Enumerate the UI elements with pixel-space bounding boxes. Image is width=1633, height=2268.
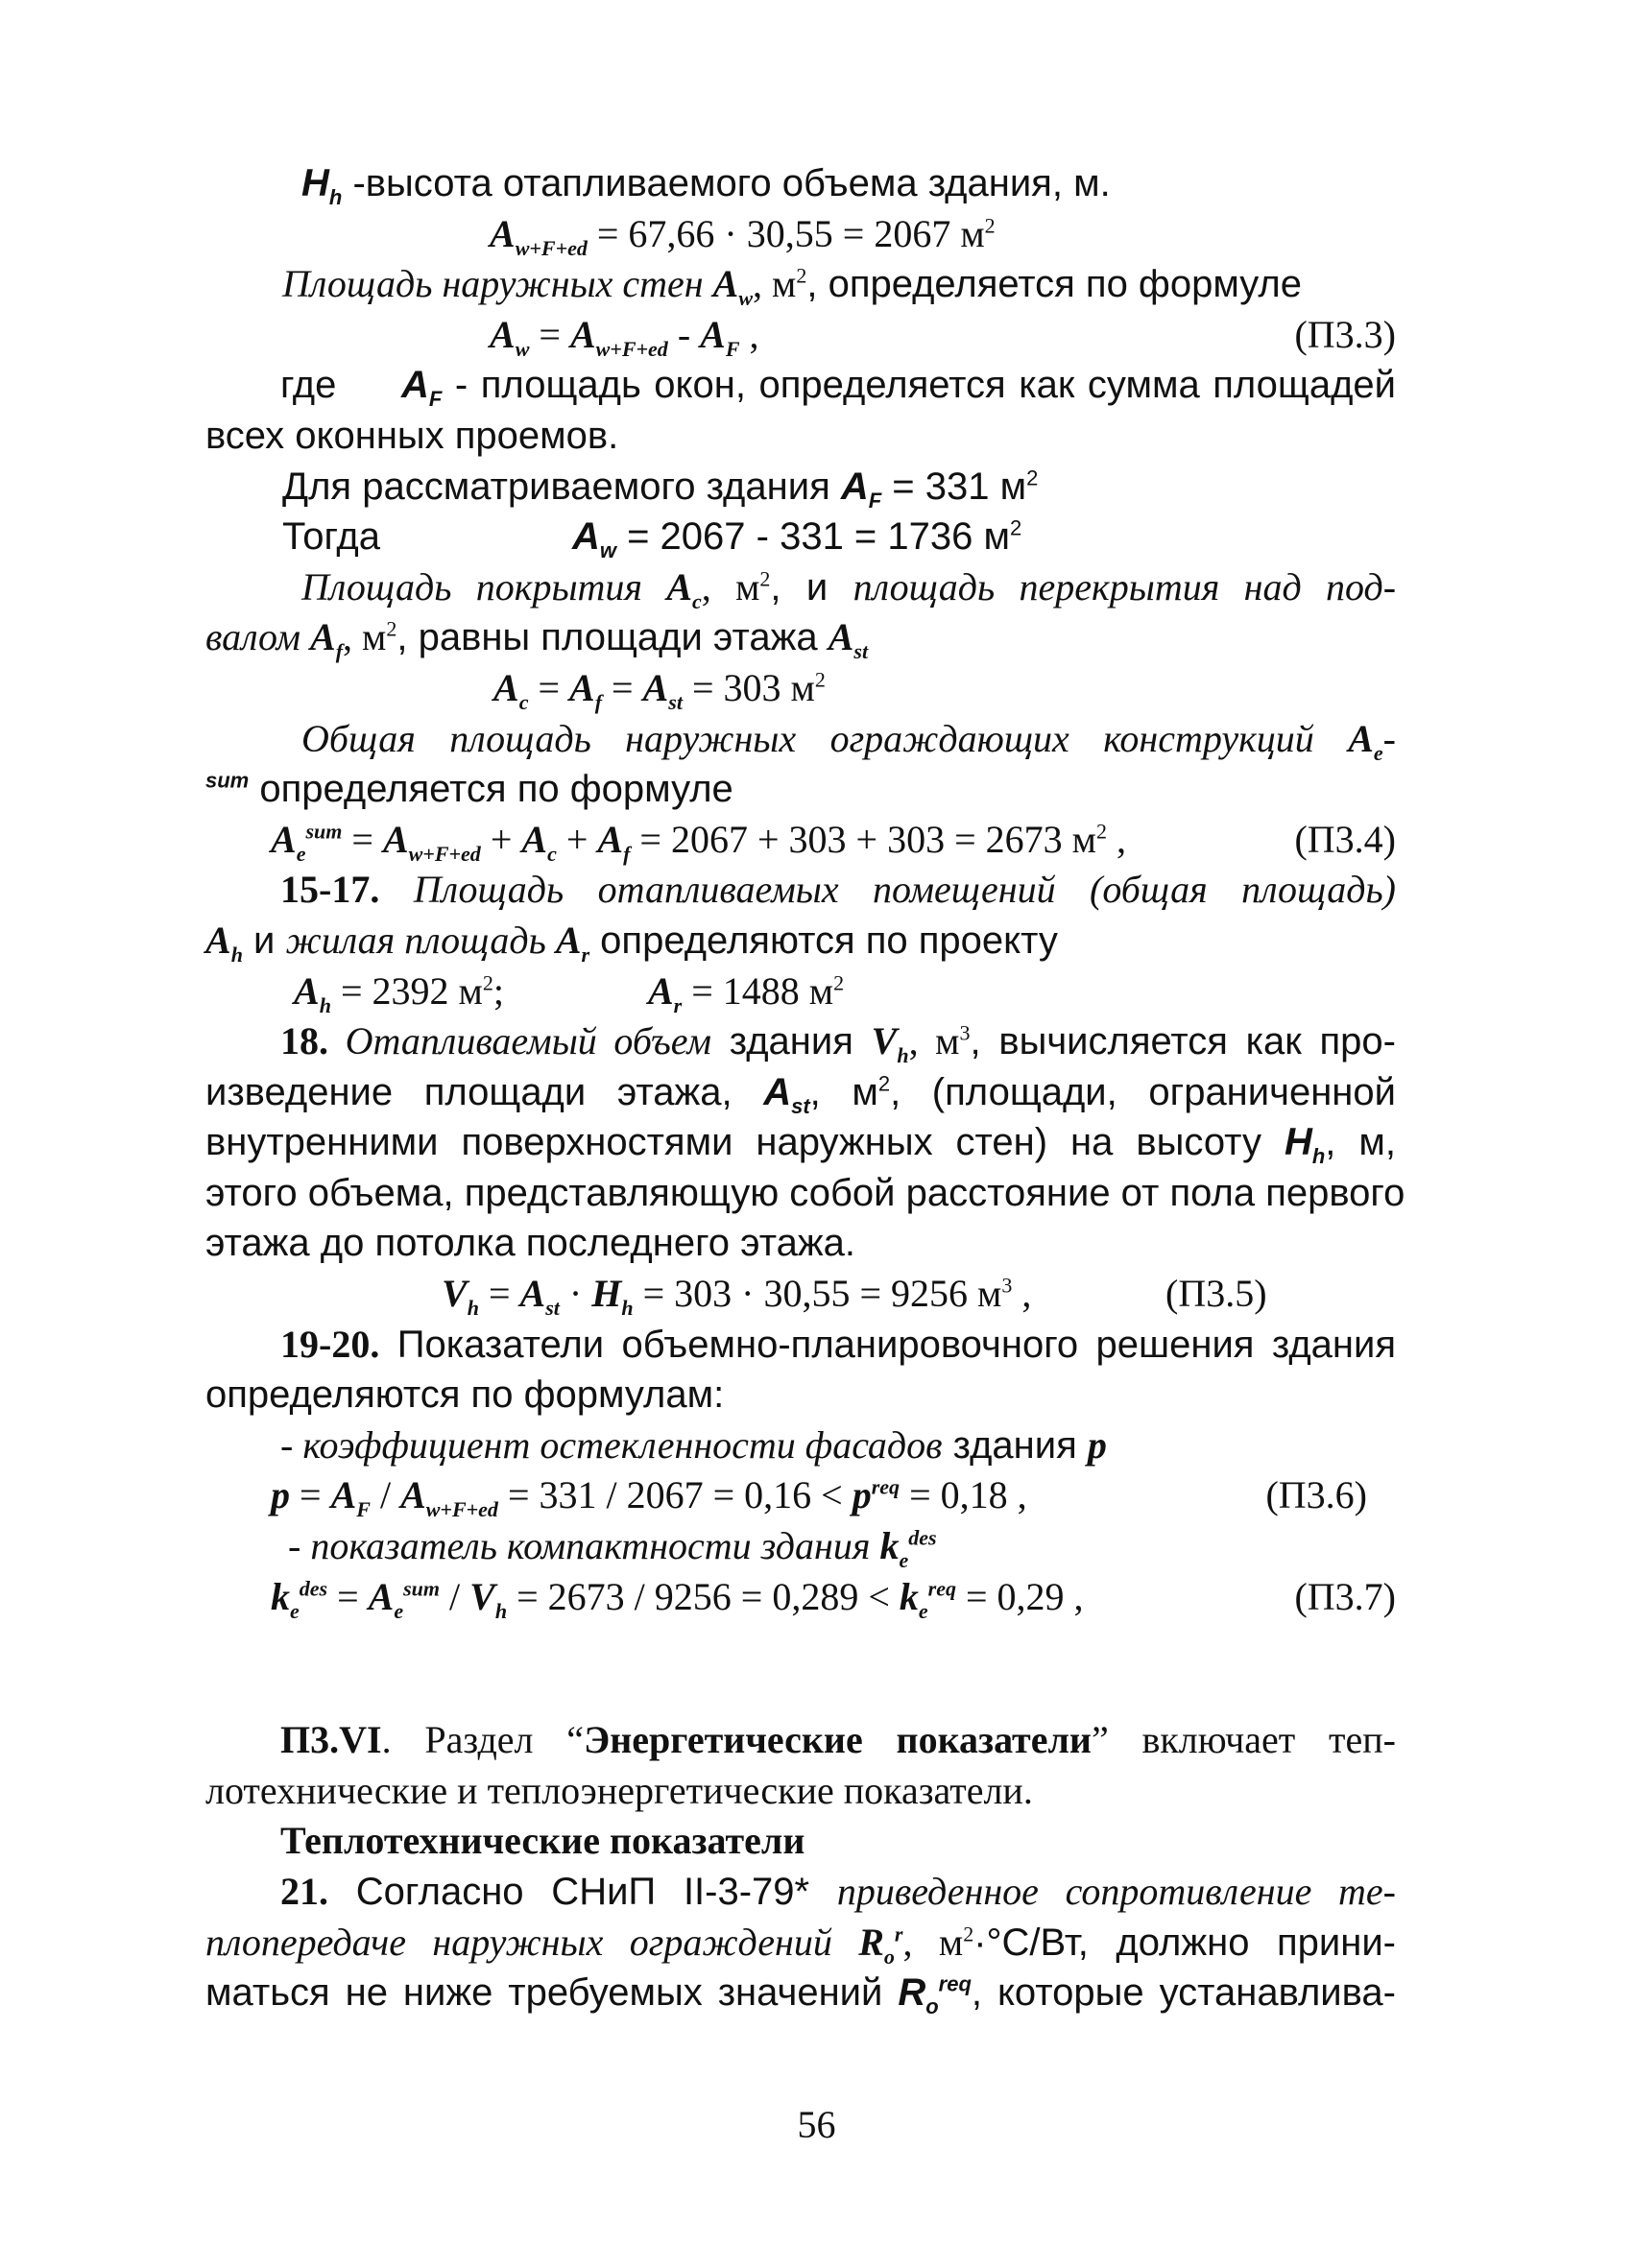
text-line: валом $A_f$, $м^2$, равны площади этажа $A_{st}$ [205, 615, 869, 664]
formula-line: $A_{w+F+ed} = 67,66 \cdot 30,55 = 2067$ $м^2$ [490, 211, 996, 260]
formula-line: $A_w = A_{w+F+ed} - A_F$ , (П3.3) [205, 310, 1396, 361]
equation-number: (П3.7) [1294, 1574, 1396, 1618]
formula-line: $A_c = A_f = A_{st} = 303$ $м^2$ [493, 665, 826, 714]
document-page [205, 158, 1405, 2019]
text-line: - показатель компактности здания $k_e^{des}$ [288, 1524, 937, 1573]
text-line: маться не ниже требуемых значений $R_o^{req}$, которые устанавлива- [205, 1971, 1396, 2019]
text-line: 21. Согласно СНиП II-3-79* приведенное сопротивление те- [280, 1870, 1396, 1913]
formula-line: $k_e^{des} = A_e^{sum} / V_h = 2673 / 9256 = 0,289 < k_e^{req} = 0,29$ , (П3.7) [205, 1572, 1396, 1623]
text-line: внутренними поверхностями наружных стен) на высоту $H_h$, м, [205, 1121, 1396, 1169]
text-line: где $A_F$ - площадь окон, определяется как сумма площадей [280, 364, 1396, 412]
text-line: 18. Отапливаемый объем здания $V_h$, $м^3$, вычисляется как про- [280, 1019, 1396, 1068]
formula-line: $A_e^{sum} = A_{w+F+ed} + A_c + A_f = 2067 + 303 + 303 = 2673$ $м^2$ , (П3.4) [205, 815, 1396, 866]
equation-number: (П3.5) [1165, 1272, 1267, 1316]
text-line: 15-17. Площадь отапливаемых помещений (общая площадь) [280, 868, 1396, 912]
formula-line: $V_h = A_{st} \cdot H_h = 303 \cdot 30,55 = 9256$ $м^3$ , (П3.5) [205, 1269, 1396, 1320]
text-line: Общая площадь наружных ограждающих конструкций $A_e-$ [301, 716, 1396, 765]
text-line: всех оконных проемов. [205, 414, 619, 457]
text-line: определяются по формулам: [205, 1373, 725, 1417]
equation-number: (П3.6) [1265, 1473, 1367, 1517]
text-line: $H_h$ -высота отапливаемого объема здания, м. [301, 162, 1111, 209]
text-line: 19-20. Показатели объемно-планировочного решения здания [280, 1322, 1396, 1366]
subheading: Теплотехнические показатели [280, 1819, 805, 1863]
text-line: этого объема, представляющую собой расстояние от пола первого [205, 1171, 1405, 1214]
equation-number: (П3.4) [1294, 817, 1396, 861]
text-line: изведение площади этажа, $A_{st}$, $м^2$, (площади, ограниченной [205, 1070, 1396, 1118]
section-heading-line: П3.VI. Раздел “Энергетические показатели” включает теп- [280, 1718, 1396, 1762]
text-line: плопередаче наружных ограждений $R_o^r$, $м^2\cdot^\circ С/Вт$, должно прини- [205, 1920, 1396, 1969]
text-line: Тогда $A_w = 2067 - 331 = 1736$ $м^2$ [282, 515, 1022, 563]
text-line: $A_h$ и жилая площадь $A_r$ определяются по проекту [205, 918, 1058, 967]
page-number: 56 [797, 2103, 836, 2146]
text-line: $^{sum}$ определяется по формуле [205, 768, 733, 811]
formula-line: $A_h = 2392$ $м^2$; $A_r = 1488$ $м^2$ [294, 968, 845, 1017]
text-line: лотехнические и теплоэнергетические показатели. [205, 1768, 1033, 1812]
text-line: этажа до потолка последнего этажа. [205, 1222, 855, 1265]
text-line: Площадь наружных стен $A_w$, $м^2$, определяется по формуле [282, 262, 1302, 311]
formula-line: $p = A_F / A_{w+F+ed} = 331 / 2067 = 0,16 < p^{req} = 0,18$ , (П3.6) [205, 1470, 1396, 1521]
text-line: Площадь покрытия $A_c$, $м^2$, и площадь перекрытия над под- [301, 564, 1397, 613]
text-line: - коэффициент остекленности фасадов здания p [280, 1422, 1107, 1467]
text-line: Для рассматриваемого здания $A_F = 331$ $м^2$ [282, 465, 1039, 513]
equation-number: (П3.3) [1294, 312, 1396, 356]
